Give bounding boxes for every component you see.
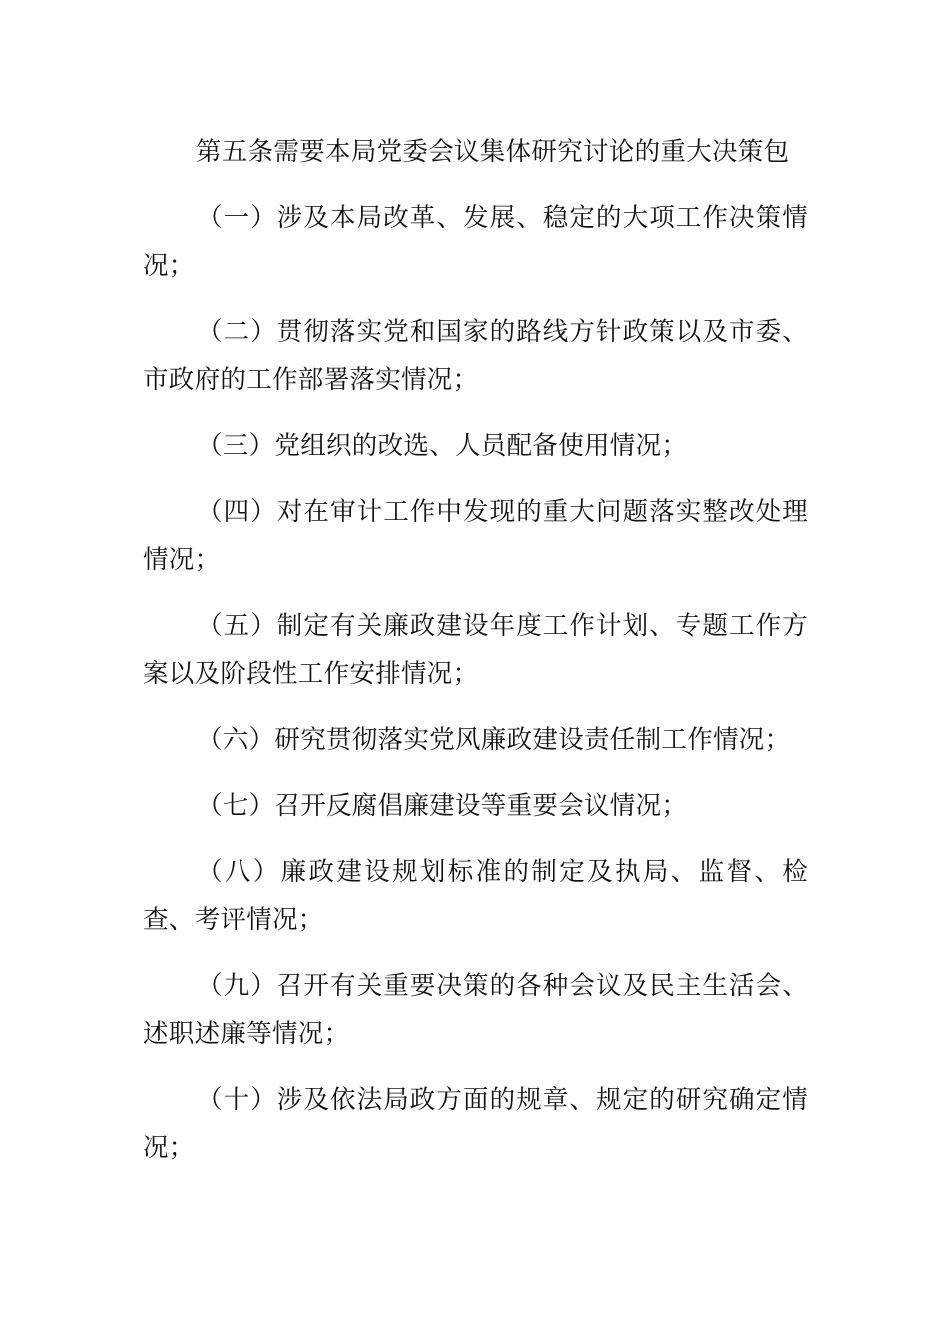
list-item-8: （八）廉政建设规划标准的制定及执局、监督、检查、考评情况； (143, 857, 808, 935)
article-heading: 第五条需要本局党委会议集体研究讨论的重大决策包 (196, 137, 790, 167)
document-body (143, 128, 808, 1190)
list-item-1: （一）涉及本局改革、发展、稳定的大项工作决策情况； (143, 203, 808, 281)
list-item-10: （十）涉及依法局政方面的规章、规定的研究确定情况； (143, 1085, 808, 1163)
list-item-3: （三）党组织的改选、人员配备使用情况； (197, 431, 688, 461)
list-item-7: （七）召开反腐倡廉建设等重要会议情况； (197, 791, 688, 821)
list-item-4: （四）对在审计工作中发现的重大问题落实整改处理情况； (143, 497, 808, 575)
list-item-9: （九）召开有关重要决策的各种会议及民主生活会、述职述廉等情况； (143, 971, 808, 1049)
list-item-5: （五）制定有关廉政建设年度工作计划、专题工作方案以及阶段性工作安排情况； (143, 611, 808, 689)
list-item-6: （六）研究贯彻落实党风廉政建设责任制工作情况； (197, 725, 791, 755)
list-item-2: （二）贯彻落实党和国家的路线方针政策以及市委、市政府的工作部署落实情况； (143, 317, 808, 395)
